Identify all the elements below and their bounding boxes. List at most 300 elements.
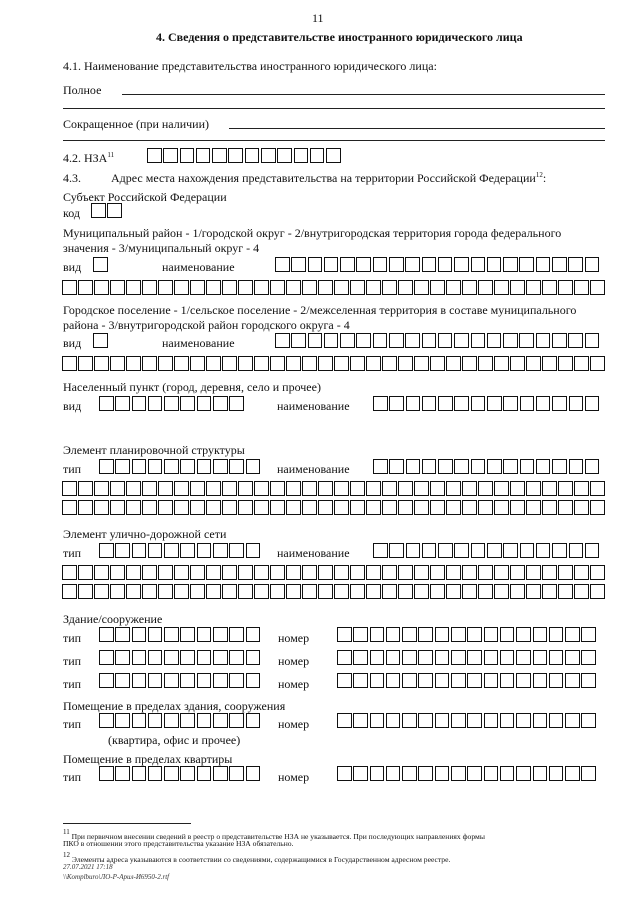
- input-cell[interactable]: [270, 481, 285, 496]
- input-cell[interactable]: [126, 500, 141, 515]
- input-cell[interactable]: [454, 257, 469, 272]
- nza-cells[interactable]: [147, 148, 343, 163]
- input-cell[interactable]: [382, 565, 397, 580]
- input-cell[interactable]: [422, 543, 437, 558]
- input-cell[interactable]: [422, 257, 437, 272]
- input-cell[interactable]: [467, 650, 482, 665]
- input-cell[interactable]: [366, 584, 381, 599]
- input-cell[interactable]: [382, 584, 397, 599]
- input-cell[interactable]: [487, 396, 502, 411]
- input-cell[interactable]: [549, 627, 564, 642]
- input-cell[interactable]: [115, 766, 130, 781]
- input-cell[interactable]: [478, 584, 493, 599]
- input-cell[interactable]: [353, 766, 368, 781]
- input-cell[interactable]: [197, 673, 212, 688]
- input-cell[interactable]: [569, 396, 584, 411]
- input-cell[interactable]: [270, 356, 285, 371]
- input-cell[interactable]: [62, 584, 77, 599]
- input-cell[interactable]: [132, 396, 147, 411]
- input-cell[interactable]: [132, 627, 147, 642]
- subject-code-cells[interactable]: [91, 203, 124, 218]
- input-cell[interactable]: [99, 766, 114, 781]
- input-cell[interactable]: [454, 333, 469, 348]
- input-cell[interactable]: [520, 543, 535, 558]
- input-cell[interactable]: [197, 459, 212, 474]
- input-cell[interactable]: [254, 565, 269, 580]
- input-cell[interactable]: [451, 650, 466, 665]
- input-cell[interactable]: [356, 257, 371, 272]
- input-cell[interactable]: [503, 543, 518, 558]
- input-cell[interactable]: [494, 584, 509, 599]
- input-cell[interactable]: [494, 500, 509, 515]
- input-cell[interactable]: [238, 356, 253, 371]
- input-cell[interactable]: [590, 565, 605, 580]
- input-cell[interactable]: [291, 333, 306, 348]
- input-cell[interactable]: [414, 280, 429, 295]
- input-cell[interactable]: [126, 356, 141, 371]
- input-cell[interactable]: [350, 481, 365, 496]
- input-cell[interactable]: [213, 673, 228, 688]
- input-cell[interactable]: [533, 673, 548, 688]
- input-cell[interactable]: [558, 280, 573, 295]
- input-cell[interactable]: [99, 673, 114, 688]
- input-cell[interactable]: [542, 584, 557, 599]
- short-name-line-2[interactable]: [63, 140, 605, 141]
- input-cell[interactable]: [353, 627, 368, 642]
- municipal-name-cells-1[interactable]: [275, 257, 601, 272]
- input-cell[interactable]: [126, 481, 141, 496]
- input-cell[interactable]: [222, 500, 237, 515]
- input-cell[interactable]: [536, 459, 551, 474]
- input-cell[interactable]: [302, 584, 317, 599]
- input-cell[interactable]: [565, 673, 580, 688]
- input-cell[interactable]: [302, 280, 317, 295]
- input-cell[interactable]: [418, 650, 433, 665]
- input-cell[interactable]: [430, 356, 445, 371]
- input-cell[interactable]: [158, 280, 173, 295]
- input-cell[interactable]: [446, 500, 461, 515]
- input-cell[interactable]: [558, 500, 573, 515]
- input-cell[interactable]: [115, 459, 130, 474]
- input-cell[interactable]: [164, 650, 179, 665]
- input-cell[interactable]: [164, 543, 179, 558]
- input-cell[interactable]: [398, 481, 413, 496]
- input-cell[interactable]: [516, 673, 531, 688]
- input-cell[interactable]: [542, 481, 557, 496]
- input-cell[interactable]: [500, 766, 515, 781]
- input-cell[interactable]: [132, 650, 147, 665]
- input-cell[interactable]: [115, 543, 130, 558]
- input-cell[interactable]: [438, 333, 453, 348]
- input-cell[interactable]: [462, 584, 477, 599]
- input-cell[interactable]: [487, 333, 502, 348]
- input-cell[interactable]: [574, 500, 589, 515]
- input-cell[interactable]: [110, 356, 125, 371]
- input-cell[interactable]: [164, 766, 179, 781]
- input-cell[interactable]: [334, 565, 349, 580]
- input-cell[interactable]: [494, 356, 509, 371]
- input-cell[interactable]: [418, 713, 433, 728]
- input-cell[interactable]: [110, 280, 125, 295]
- input-cell[interactable]: [174, 584, 189, 599]
- input-cell[interactable]: [414, 565, 429, 580]
- input-cell[interactable]: [484, 650, 499, 665]
- input-cell[interactable]: [536, 396, 551, 411]
- input-cell[interactable]: [435, 650, 450, 665]
- input-cell[interactable]: [222, 584, 237, 599]
- input-cell[interactable]: [422, 333, 437, 348]
- input-cell[interactable]: [574, 356, 589, 371]
- input-cell[interactable]: [462, 356, 477, 371]
- input-cell[interactable]: [222, 356, 237, 371]
- input-cell[interactable]: [318, 500, 333, 515]
- input-cell[interactable]: [62, 500, 77, 515]
- input-cell[interactable]: [574, 280, 589, 295]
- input-cell[interactable]: [406, 459, 421, 474]
- input-cell[interactable]: [99, 396, 114, 411]
- input-cell[interactable]: [238, 481, 253, 496]
- input-cell[interactable]: [451, 766, 466, 781]
- input-cell[interactable]: [536, 257, 551, 272]
- input-cell[interactable]: [115, 673, 130, 688]
- input-cell[interactable]: [590, 280, 605, 295]
- input-cell[interactable]: [500, 673, 515, 688]
- input-cell[interactable]: [430, 584, 445, 599]
- input-cell[interactable]: [558, 565, 573, 580]
- input-cell[interactable]: [99, 650, 114, 665]
- building-type-cells-1[interactable]: [99, 627, 262, 642]
- input-cell[interactable]: [99, 627, 114, 642]
- input-cell[interactable]: [94, 565, 109, 580]
- settlement-name-cells-1[interactable]: [275, 333, 601, 348]
- building-number-cells-2[interactable]: [337, 650, 598, 665]
- input-cell[interactable]: [206, 481, 221, 496]
- input-cell[interactable]: [430, 565, 445, 580]
- input-cell[interactable]: [590, 584, 605, 599]
- input-cell[interactable]: [164, 396, 179, 411]
- input-cell[interactable]: [126, 280, 141, 295]
- input-cell[interactable]: [334, 500, 349, 515]
- input-cell[interactable]: [238, 500, 253, 515]
- input-cell[interactable]: [438, 396, 453, 411]
- input-cell[interactable]: [180, 766, 195, 781]
- input-cell[interactable]: [229, 459, 244, 474]
- input-cell[interactable]: [494, 280, 509, 295]
- input-cell[interactable]: [389, 459, 404, 474]
- input-cell[interactable]: [446, 481, 461, 496]
- input-cell[interactable]: [366, 280, 381, 295]
- input-cell[interactable]: [286, 584, 301, 599]
- input-cell[interactable]: [402, 766, 417, 781]
- input-cell[interactable]: [414, 584, 429, 599]
- input-cell[interactable]: [334, 584, 349, 599]
- input-cell[interactable]: [163, 148, 178, 163]
- input-cell[interactable]: [132, 713, 147, 728]
- input-cell[interactable]: [549, 673, 564, 688]
- input-cell[interactable]: [398, 565, 413, 580]
- input-cell[interactable]: [115, 396, 130, 411]
- input-cell[interactable]: [126, 584, 141, 599]
- input-cell[interactable]: [110, 481, 125, 496]
- input-cell[interactable]: [93, 333, 108, 348]
- input-cell[interactable]: [467, 627, 482, 642]
- input-cell[interactable]: [142, 356, 157, 371]
- input-cell[interactable]: [308, 257, 323, 272]
- input-cell[interactable]: [148, 713, 163, 728]
- input-cell[interactable]: [180, 673, 195, 688]
- input-cell[interactable]: [350, 565, 365, 580]
- input-cell[interactable]: [435, 713, 450, 728]
- input-cell[interactable]: [206, 280, 221, 295]
- input-cell[interactable]: [478, 565, 493, 580]
- input-cell[interactable]: [62, 481, 77, 496]
- room-building-type-cells[interactable]: [99, 713, 262, 728]
- input-cell[interactable]: [286, 500, 301, 515]
- input-cell[interactable]: [142, 500, 157, 515]
- input-cell[interactable]: [438, 543, 453, 558]
- input-cell[interactable]: [213, 627, 228, 642]
- input-cell[interactable]: [503, 257, 518, 272]
- input-cell[interactable]: [115, 627, 130, 642]
- input-cell[interactable]: [558, 356, 573, 371]
- input-cell[interactable]: [402, 713, 417, 728]
- room-apartment-type-cells[interactable]: [99, 766, 262, 781]
- input-cell[interactable]: [197, 766, 212, 781]
- municipal-name-cells-2[interactable]: [62, 280, 606, 295]
- input-cell[interactable]: [190, 565, 205, 580]
- input-cell[interactable]: [386, 673, 401, 688]
- input-cell[interactable]: [308, 333, 323, 348]
- input-cell[interactable]: [158, 500, 173, 515]
- input-cell[interactable]: [510, 280, 525, 295]
- input-cell[interactable]: [373, 257, 388, 272]
- input-cell[interactable]: [430, 280, 445, 295]
- input-cell[interactable]: [503, 396, 518, 411]
- input-cell[interactable]: [337, 713, 352, 728]
- input-cell[interactable]: [213, 650, 228, 665]
- input-cell[interactable]: [196, 148, 211, 163]
- input-cell[interactable]: [585, 459, 600, 474]
- input-cell[interactable]: [520, 396, 535, 411]
- input-cell[interactable]: [238, 280, 253, 295]
- input-cell[interactable]: [190, 500, 205, 515]
- input-cell[interactable]: [581, 650, 596, 665]
- input-cell[interactable]: [229, 627, 244, 642]
- input-cell[interactable]: [94, 584, 109, 599]
- input-cell[interactable]: [526, 500, 541, 515]
- input-cell[interactable]: [581, 713, 596, 728]
- input-cell[interactable]: [552, 257, 567, 272]
- input-cell[interactable]: [516, 627, 531, 642]
- input-cell[interactable]: [213, 396, 228, 411]
- input-cell[interactable]: [291, 257, 306, 272]
- input-cell[interactable]: [78, 481, 93, 496]
- input-cell[interactable]: [568, 257, 583, 272]
- input-cell[interactable]: [446, 565, 461, 580]
- input-cell[interactable]: [451, 713, 466, 728]
- input-cell[interactable]: [454, 543, 469, 558]
- input-cell[interactable]: [558, 584, 573, 599]
- input-cell[interactable]: [516, 650, 531, 665]
- street-name-cells-2[interactable]: [62, 565, 606, 580]
- input-cell[interactable]: [542, 356, 557, 371]
- input-cell[interactable]: [350, 500, 365, 515]
- input-cell[interactable]: [164, 713, 179, 728]
- input-cell[interactable]: [494, 565, 509, 580]
- input-cell[interactable]: [174, 500, 189, 515]
- input-cell[interactable]: [78, 356, 93, 371]
- input-cell[interactable]: [286, 481, 301, 496]
- input-cell[interactable]: [438, 257, 453, 272]
- input-cell[interactable]: [510, 356, 525, 371]
- input-cell[interactable]: [516, 766, 531, 781]
- input-cell[interactable]: [245, 148, 260, 163]
- input-cell[interactable]: [366, 500, 381, 515]
- input-cell[interactable]: [549, 766, 564, 781]
- input-cell[interactable]: [446, 280, 461, 295]
- input-cell[interactable]: [94, 356, 109, 371]
- input-cell[interactable]: [389, 543, 404, 558]
- input-cell[interactable]: [487, 543, 502, 558]
- input-cell[interactable]: [286, 565, 301, 580]
- input-cell[interactable]: [350, 356, 365, 371]
- input-cell[interactable]: [254, 280, 269, 295]
- input-cell[interactable]: [270, 500, 285, 515]
- planning-name-cells-2[interactable]: [62, 481, 606, 496]
- input-cell[interactable]: [62, 280, 77, 295]
- input-cell[interactable]: [261, 148, 276, 163]
- input-cell[interactable]: [542, 565, 557, 580]
- input-cell[interactable]: [229, 673, 244, 688]
- input-cell[interactable]: [435, 673, 450, 688]
- input-cell[interactable]: [142, 280, 157, 295]
- input-cell[interactable]: [382, 280, 397, 295]
- input-cell[interactable]: [99, 713, 114, 728]
- building-type-cells-3[interactable]: [99, 673, 262, 688]
- input-cell[interactable]: [213, 713, 228, 728]
- input-cell[interactable]: [212, 148, 227, 163]
- input-cell[interactable]: [190, 584, 205, 599]
- input-cell[interactable]: [574, 481, 589, 496]
- input-cell[interactable]: [310, 148, 325, 163]
- input-cell[interactable]: [197, 627, 212, 642]
- input-cell[interactable]: [500, 627, 515, 642]
- input-cell[interactable]: [519, 257, 534, 272]
- input-cell[interactable]: [414, 356, 429, 371]
- street-name-cells-1[interactable]: [373, 543, 601, 558]
- input-cell[interactable]: [418, 673, 433, 688]
- input-cell[interactable]: [270, 565, 285, 580]
- input-cell[interactable]: [402, 673, 417, 688]
- input-cell[interactable]: [569, 543, 584, 558]
- input-cell[interactable]: [526, 356, 541, 371]
- full-name-line[interactable]: [122, 94, 605, 95]
- input-cell[interactable]: [370, 650, 385, 665]
- room-apartment-number-cells[interactable]: [337, 766, 598, 781]
- input-cell[interactable]: [180, 627, 195, 642]
- input-cell[interactable]: [503, 333, 518, 348]
- input-cell[interactable]: [94, 500, 109, 515]
- input-cell[interactable]: [142, 565, 157, 580]
- input-cell[interactable]: [91, 203, 106, 218]
- input-cell[interactable]: [558, 481, 573, 496]
- input-cell[interactable]: [99, 459, 114, 474]
- input-cell[interactable]: [462, 565, 477, 580]
- input-cell[interactable]: [213, 766, 228, 781]
- building-number-cells-1[interactable]: [337, 627, 598, 642]
- input-cell[interactable]: [389, 333, 404, 348]
- input-cell[interactable]: [337, 650, 352, 665]
- full-name-line-2[interactable]: [63, 108, 605, 109]
- input-cell[interactable]: [190, 481, 205, 496]
- input-cell[interactable]: [569, 459, 584, 474]
- input-cell[interactable]: [142, 481, 157, 496]
- input-cell[interactable]: [386, 713, 401, 728]
- input-cell[interactable]: [324, 257, 339, 272]
- input-cell[interactable]: [148, 396, 163, 411]
- input-cell[interactable]: [430, 500, 445, 515]
- input-cell[interactable]: [164, 673, 179, 688]
- input-cell[interactable]: [126, 565, 141, 580]
- input-cell[interactable]: [246, 713, 261, 728]
- input-cell[interactable]: [581, 627, 596, 642]
- input-cell[interactable]: [142, 584, 157, 599]
- input-cell[interactable]: [158, 356, 173, 371]
- input-cell[interactable]: [107, 203, 122, 218]
- planning-type-cells[interactable]: [99, 459, 262, 474]
- input-cell[interactable]: [467, 713, 482, 728]
- input-cell[interactable]: [275, 257, 290, 272]
- input-cell[interactable]: [190, 356, 205, 371]
- input-cell[interactable]: [158, 584, 173, 599]
- input-cell[interactable]: [533, 713, 548, 728]
- input-cell[interactable]: [115, 650, 130, 665]
- input-cell[interactable]: [552, 333, 567, 348]
- input-cell[interactable]: [467, 673, 482, 688]
- input-cell[interactable]: [62, 565, 77, 580]
- input-cell[interactable]: [565, 627, 580, 642]
- input-cell[interactable]: [536, 543, 551, 558]
- input-cell[interactable]: [454, 459, 469, 474]
- input-cell[interactable]: [286, 280, 301, 295]
- input-cell[interactable]: [585, 396, 600, 411]
- input-cell[interactable]: [366, 565, 381, 580]
- input-cell[interactable]: [585, 543, 600, 558]
- input-cell[interactable]: [99, 543, 114, 558]
- input-cell[interactable]: [382, 481, 397, 496]
- input-cell[interactable]: [148, 673, 163, 688]
- input-cell[interactable]: [246, 650, 261, 665]
- input-cell[interactable]: [110, 584, 125, 599]
- input-cell[interactable]: [484, 713, 499, 728]
- input-cell[interactable]: [422, 396, 437, 411]
- input-cell[interactable]: [326, 148, 341, 163]
- input-cell[interactable]: [254, 584, 269, 599]
- input-cell[interactable]: [373, 543, 388, 558]
- input-cell[interactable]: [222, 565, 237, 580]
- input-cell[interactable]: [340, 333, 355, 348]
- input-cell[interactable]: [526, 565, 541, 580]
- input-cell[interactable]: [180, 148, 195, 163]
- input-cell[interactable]: [294, 148, 309, 163]
- input-cell[interactable]: [462, 280, 477, 295]
- street-type-cells[interactable]: [99, 543, 262, 558]
- input-cell[interactable]: [446, 584, 461, 599]
- room-building-number-cells[interactable]: [337, 713, 598, 728]
- input-cell[interactable]: [238, 584, 253, 599]
- input-cell[interactable]: [484, 766, 499, 781]
- planning-name-cells-3[interactable]: [62, 500, 606, 515]
